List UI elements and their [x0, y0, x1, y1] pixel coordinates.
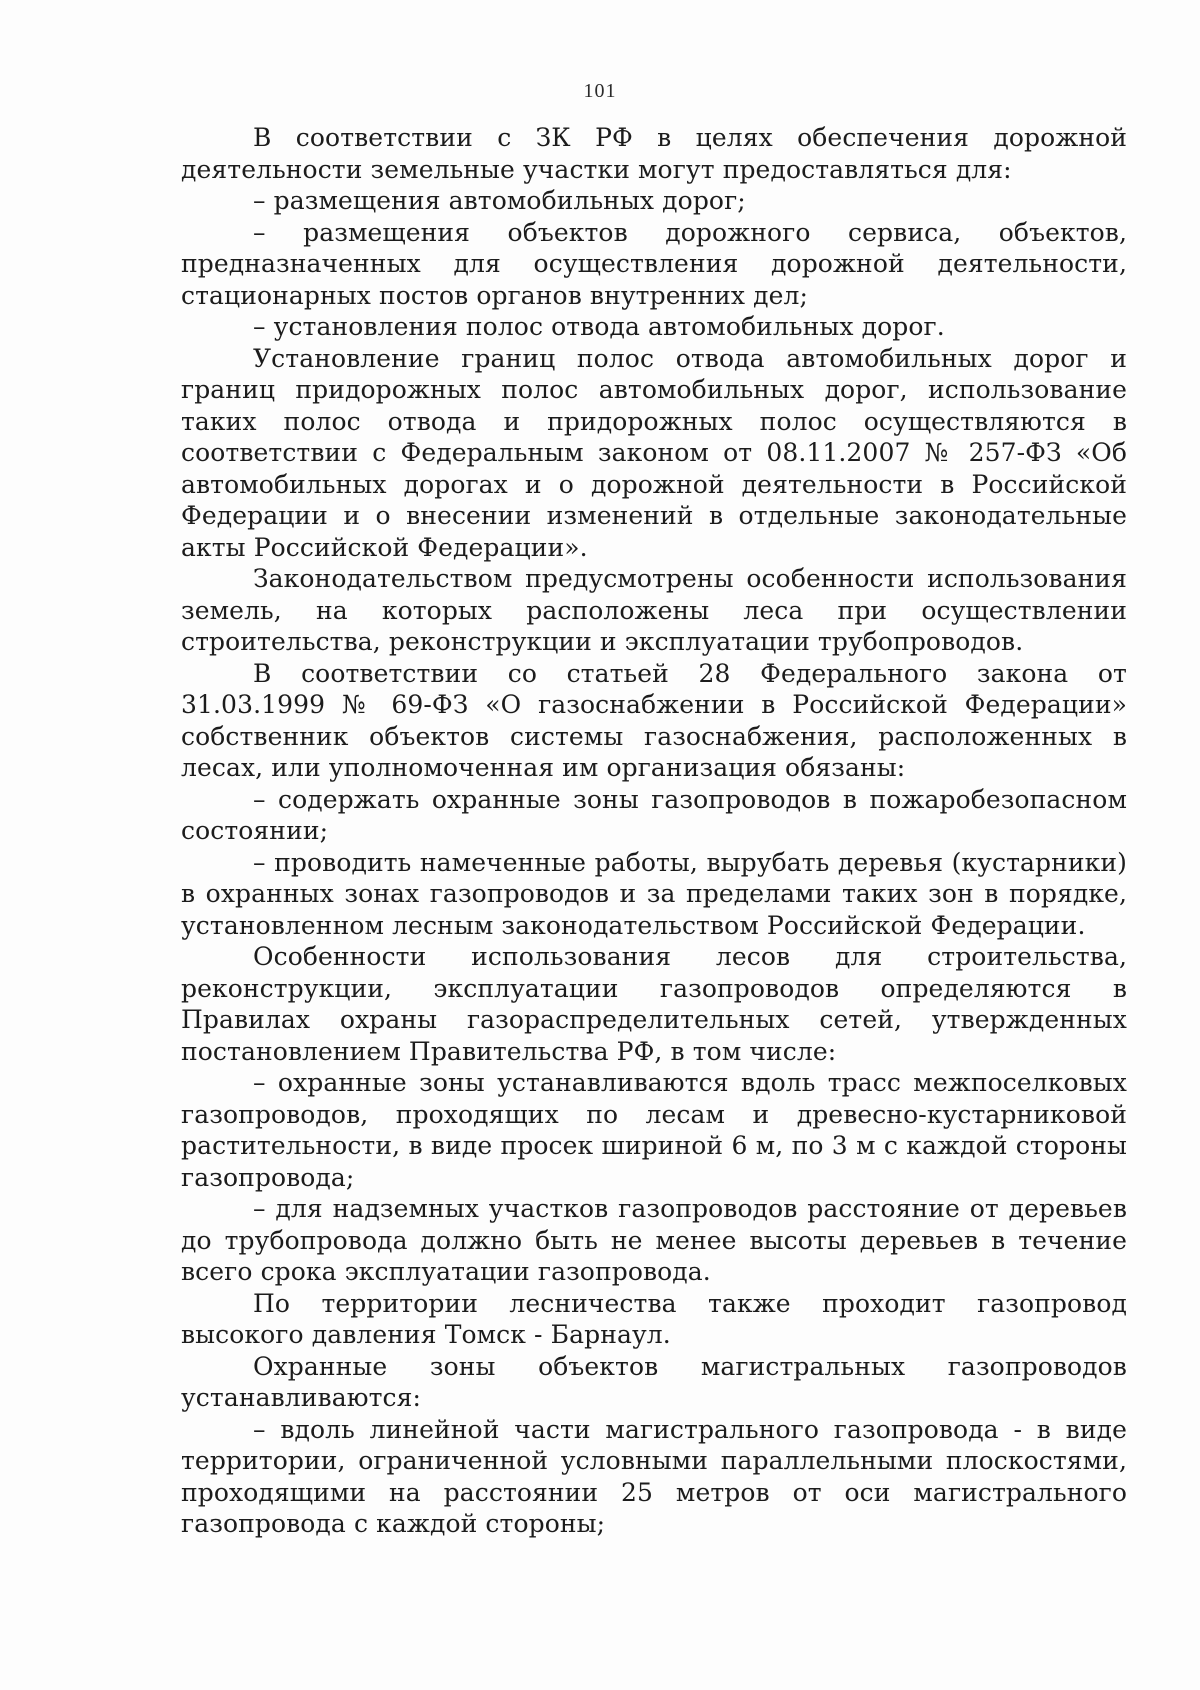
- paragraph-legislation: Законодательством предусмотрены особенности использования земель, на которых расположены леса при осуществлении строительства, реконструкции и эксплуатации трубопроводов.: [181, 564, 1127, 656]
- list-item-right-of-way: – установления полос отвода автомобильных дорог.: [253, 312, 945, 341]
- list-item-roads: – размещения автомобильных дорог;: [253, 186, 746, 215]
- list-item-fire-safety: – содержать охранные зоны газопроводов в пожаробезопасном состоянии;: [181, 784, 1127, 845]
- list-item-road-service: – размещения объектов дорожного сервиса, объектов, предназначенных для осуществления дорожной деятельности, стационарных постов органов внутренних дел;: [181, 217, 1127, 310]
- list-item-protection-zones: – охранные зоны устанавливаются вдоль трасс межпоселковых газопроводов, проходящих по лесам и древесно-кустарниковой растительности, в виде просек шириной 6 м, по 3 м с каждой стороны газопровода;: [181, 1068, 1127, 1192]
- paragraph-gas-law: В соответствии со статьей 28 Федерального закона от 31.03.1999 № 69-ФЗ «О газоснабжении в Российской Федерации» собственник объектов системы газоснабжения, расположенных в лесах, или уполномоченная им организация обязаны:: [181, 658, 1127, 782]
- paragraph-tomsk-barnaul: По территории лесничества также проходит газопровод высокого давления Томск - Барнаул.: [181, 1288, 1127, 1349]
- paragraph-main-pipelines: Охранные зоны объектов магистральных газопроводов устанавливаются:: [181, 1351, 1127, 1412]
- list-item-linear-part: – вдоль линейной части магистрального газопровода - в виде территории, ограниченной условными параллельными плоскостями, проходящими на расстоянии 25 метров от оси магистрального газопровода с каждой стороны;: [181, 1414, 1127, 1538]
- page-number: 101: [583, 80, 617, 102]
- list-item-tree-cutting: – проводить намеченные работы, вырубать деревья (кустарники) в охранных зонах газопроводов и за пределами таких зон в порядке, установленном лесным законодательством Российской Федерации.: [181, 847, 1127, 940]
- list-item-above-ground: – для надземных участков газопроводов расстояние от деревьев до трубопровода должно быть не менее высоты деревьев в течение всего срока эксплуатации газопровода.: [181, 1194, 1127, 1286]
- paragraph-boundaries: Установление границ полос отвода автомобильных дорог и границ придорожных полос автомобильных дорог, использование таких полос отвода и придорожных полос осуществляются в соответствии с Федеральным законом от 08.11.2007 № 257-ФЗ «Об автомобильных дорогах и о дорожной деятельности в Российской Федерации и о внесении изменений в отдельные законодательные акты Российской Федерации».: [181, 343, 1127, 562]
- paragraph-rules: Особенности использования лесов для строительства, реконструкции, эксплуатации газопроводов определяются в Правилах охраны газораспределительных сетей, утвержденных постановлением Правительства РФ, в том числе:: [181, 942, 1127, 1066]
- document-body: [181, 122, 1127, 1540]
- paragraph-zk-intro: В соответствии с ЗК РФ в целях обеспечения дорожной деятельности земельные участки могут предоставляться для:: [181, 123, 1127, 184]
